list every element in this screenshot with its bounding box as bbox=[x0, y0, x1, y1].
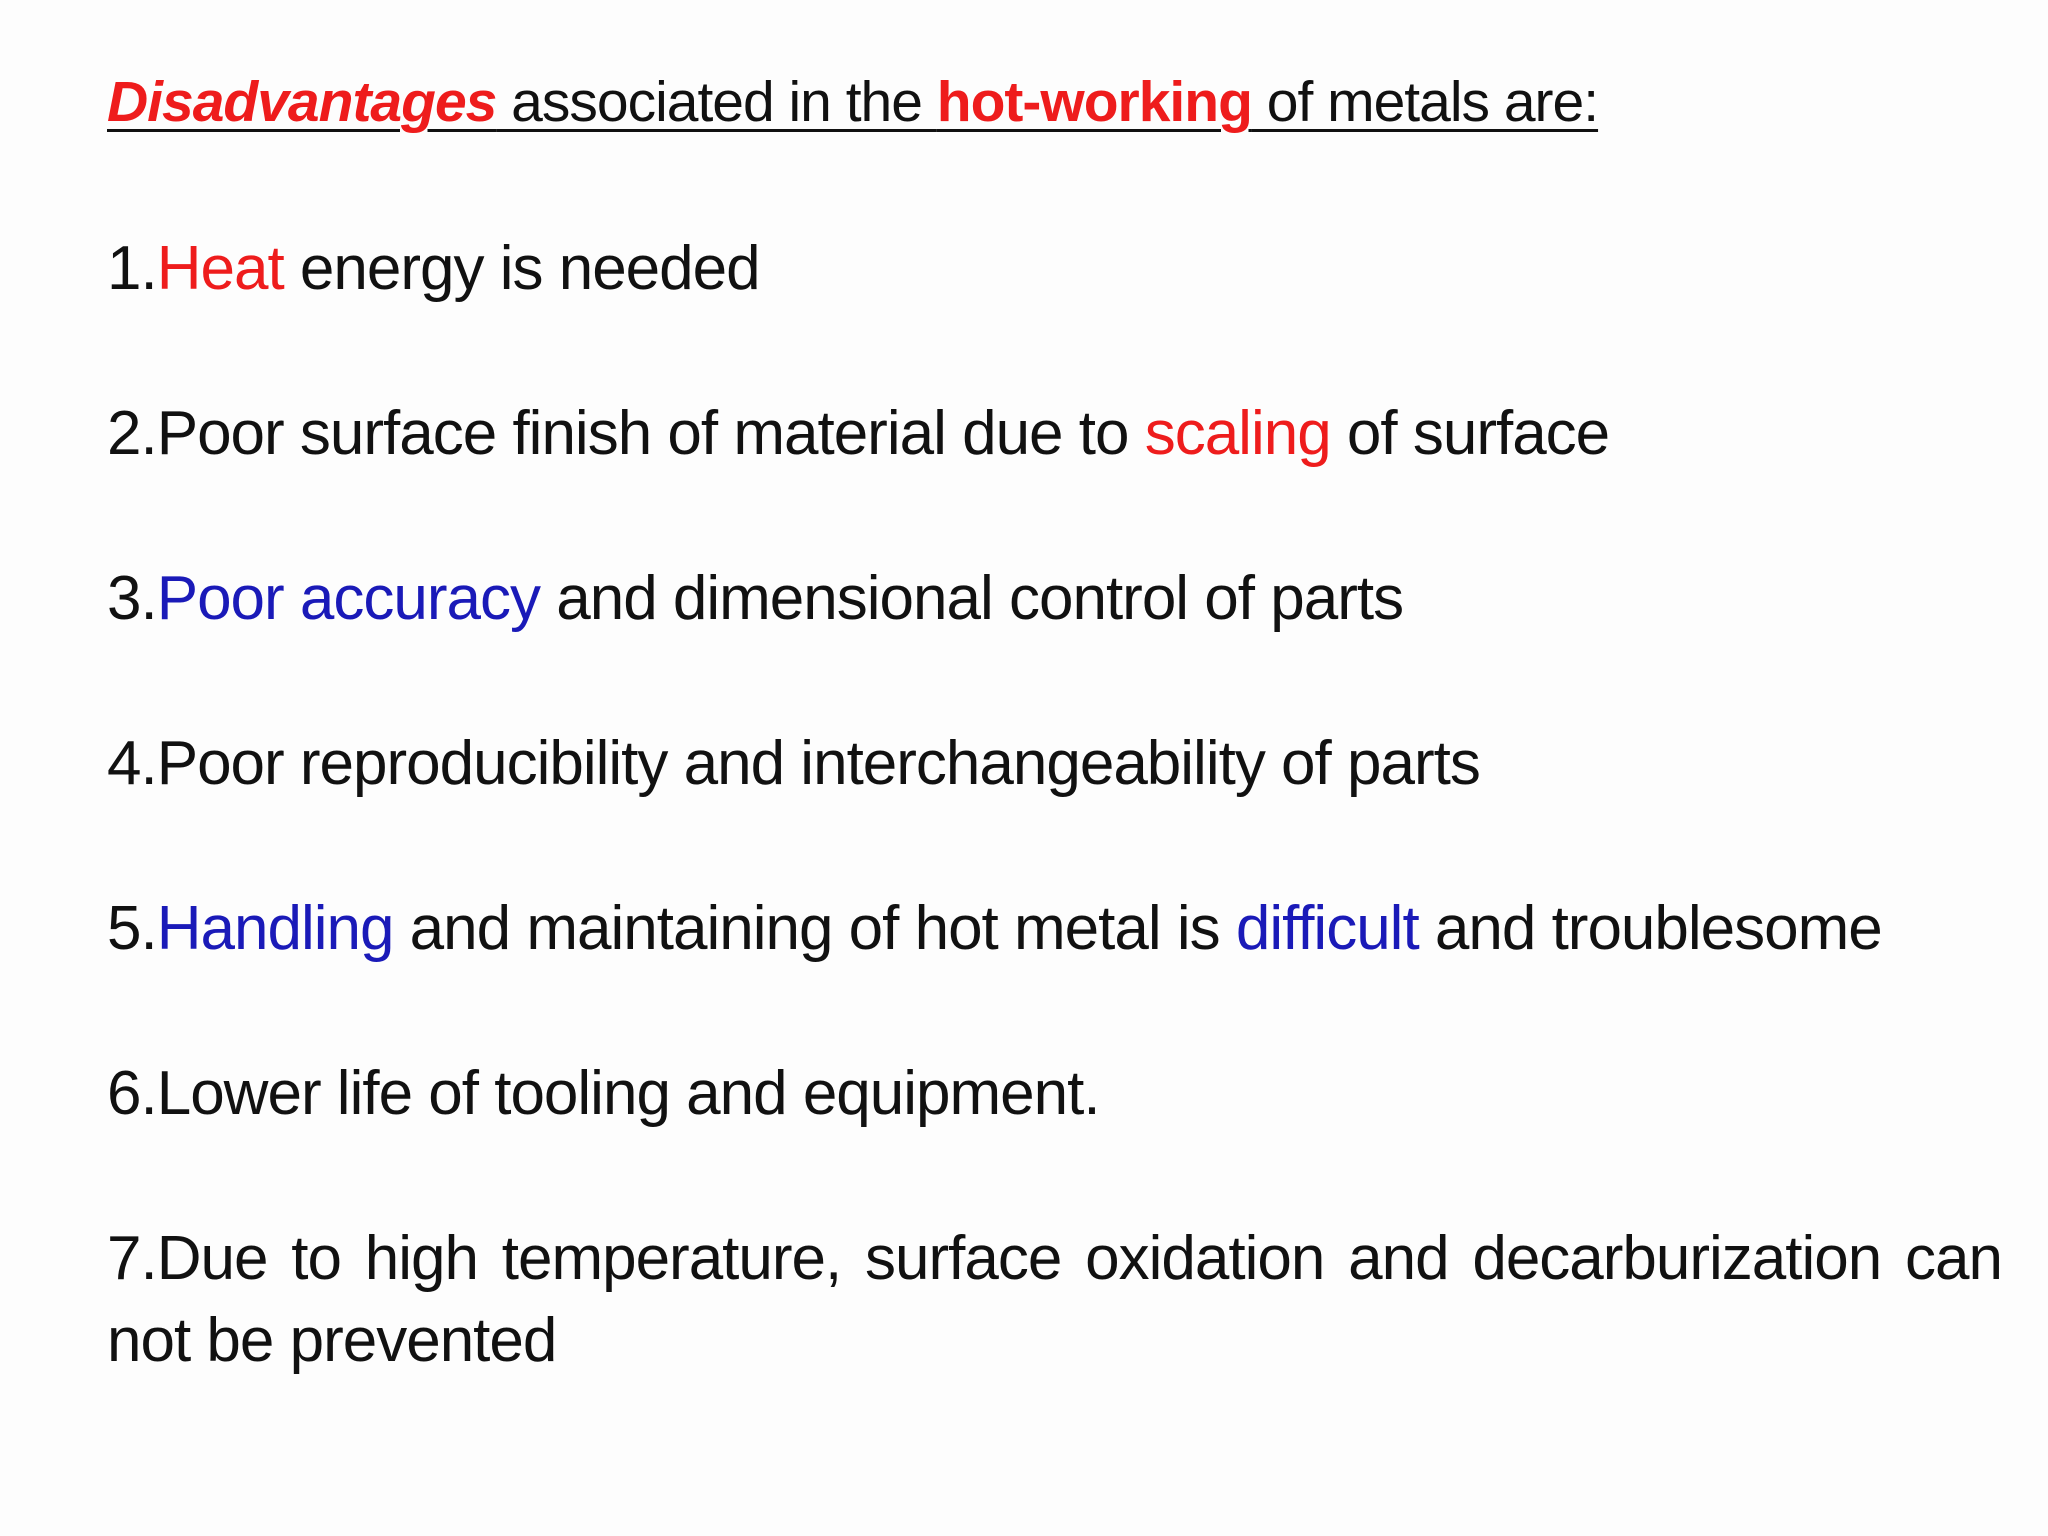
slide-title bbox=[107, 62, 1598, 142]
item-text: of surface bbox=[1330, 399, 1610, 468]
item-number: 7. bbox=[107, 1224, 157, 1293]
list-item-7 bbox=[107, 1218, 2002, 1382]
item-number: 3. bbox=[107, 564, 157, 633]
disadvantages-list bbox=[107, 228, 2007, 1465]
item-keyword-scaling: scaling bbox=[1144, 399, 1331, 468]
list-item-1 bbox=[107, 228, 2007, 310]
title-disadvantages: Disadvantages bbox=[107, 70, 497, 134]
list-item-4 bbox=[107, 723, 2007, 805]
item-text: Poor reproducibility and interchangeability of parts bbox=[156, 729, 1480, 798]
list-item-2 bbox=[107, 393, 2007, 475]
list-item-5 bbox=[107, 888, 2007, 970]
item-keyword-poor-accuracy: Poor accuracy bbox=[156, 564, 540, 633]
item-text: energy is needed bbox=[283, 234, 760, 303]
item-text: Lower life of tooling and equipment. bbox=[156, 1059, 1100, 1128]
item-text: Poor surface finish of material due to bbox=[156, 399, 1145, 468]
item-text: and maintaining of hot metal is bbox=[393, 894, 1236, 963]
item-number: 5. bbox=[107, 894, 157, 963]
list-item-3 bbox=[107, 558, 2007, 640]
list-item-6 bbox=[107, 1053, 2007, 1135]
item-text: and dimensional control of parts bbox=[540, 564, 1404, 633]
item-keyword-handling: Handling bbox=[156, 894, 394, 963]
item-keyword-difficult: difficult bbox=[1235, 894, 1419, 963]
title-text-1: associated in the bbox=[496, 70, 937, 134]
item-number: 6. bbox=[107, 1059, 157, 1128]
item-text: Due to high temperature, surface oxidation and decarburization can not be prevented bbox=[107, 1224, 2002, 1375]
item-number: 4. bbox=[107, 729, 157, 798]
item-keyword-heat: Heat bbox=[156, 234, 284, 303]
title-text-2: of metals are: bbox=[1251, 70, 1599, 134]
item-text: and troublesome bbox=[1418, 894, 1882, 963]
item-number: 1. bbox=[107, 234, 157, 303]
item-number: 2. bbox=[107, 399, 157, 468]
title-hot-working: hot-working bbox=[936, 70, 1252, 134]
